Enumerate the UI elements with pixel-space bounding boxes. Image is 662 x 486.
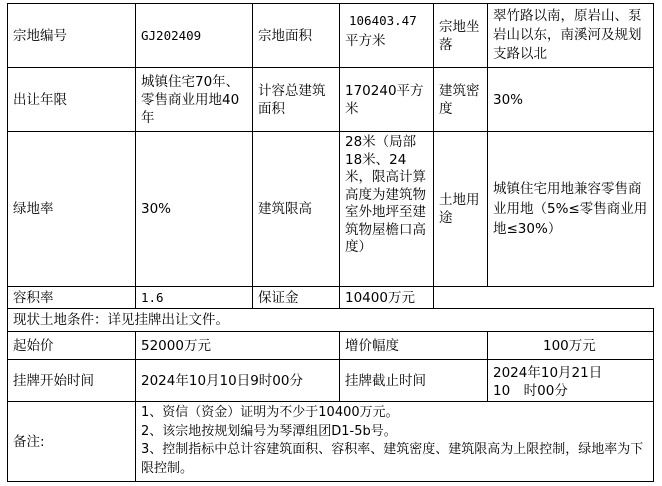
label-increment: 增价幅度 bbox=[339, 331, 488, 360]
remark-item: 1、资信（资金）证明为不少于10400万元。 bbox=[141, 405, 399, 420]
value-location: 翠竹路以南，原岩山、泵岩山以东，南溪河及规划支路以北 bbox=[487, 3, 654, 68]
label-start-price: 起始价 bbox=[7, 331, 136, 360]
label-density: 建筑密度 bbox=[433, 67, 488, 132]
label-location: 宗地坐落 bbox=[433, 3, 488, 68]
value-deposit: 10400万元 bbox=[339, 286, 434, 309]
value-increment: 100万元 bbox=[487, 331, 654, 360]
value-end-time-clock: 10 时00分 bbox=[493, 383, 568, 399]
value-floor-area: 170240平方米 bbox=[339, 67, 434, 132]
remark-item: 3、控制指标中总计容建筑面积、容积率、建筑密度、建筑限高为上限控制，绿地率为下限控制。 bbox=[141, 442, 644, 476]
label-deposit: 保证金 bbox=[252, 286, 340, 309]
label-green-rate: 绿地率 bbox=[7, 131, 136, 287]
value-area-number: 106403.47 bbox=[349, 13, 417, 28]
label-end-time: 挂牌截止时间 bbox=[339, 359, 488, 402]
status-note: 现状土地条件：详见挂牌出让文件。 bbox=[7, 308, 654, 332]
label-far: 容积率 bbox=[7, 286, 136, 309]
value-start-price: 52000万元 bbox=[135, 331, 340, 360]
label-parcel-no: 宗地编号 bbox=[7, 3, 136, 68]
value-end-time-date: 2024年10月21日 bbox=[493, 365, 603, 381]
label-start-time: 挂牌开始时间 bbox=[7, 359, 136, 402]
label-land-use: 土地用途 bbox=[433, 131, 488, 287]
value-end-time bbox=[487, 359, 654, 402]
label-floor-area: 计容总建筑面积 bbox=[252, 67, 340, 132]
remarks-list bbox=[135, 401, 654, 482]
label-height-limit: 建筑限高 bbox=[252, 131, 340, 287]
value-far: 1.6 bbox=[135, 286, 253, 309]
value-start-time: 2024年10月10日9时00分 bbox=[135, 359, 340, 402]
land-auction-table bbox=[8, 4, 654, 482]
value-height-limit: 28米（局部18米、24米，限高计算高度为建筑物室外地坪至建筑物屋檐口高度） bbox=[339, 131, 434, 287]
remark-item: 2、该宗地按规划编号为琴潭组团D1-5b号。 bbox=[141, 423, 397, 439]
label-term: 出让年限 bbox=[7, 67, 136, 132]
value-density: 30% bbox=[487, 67, 654, 132]
value-land-use: 城镇住宅用地兼容零售商业用地（5%≤零售商业用地≤30%） bbox=[487, 131, 654, 287]
value-area bbox=[339, 3, 434, 68]
value-green-rate: 30% bbox=[135, 131, 253, 287]
label-area: 宗地面积 bbox=[252, 3, 340, 68]
value-parcel-no: GJ202409 bbox=[135, 3, 253, 68]
label-remarks: 备注: bbox=[7, 401, 136, 482]
value-area-unit: 平方米 bbox=[345, 33, 386, 49]
value-term: 城镇住宅70年、零售商业用地40年 bbox=[135, 67, 253, 132]
